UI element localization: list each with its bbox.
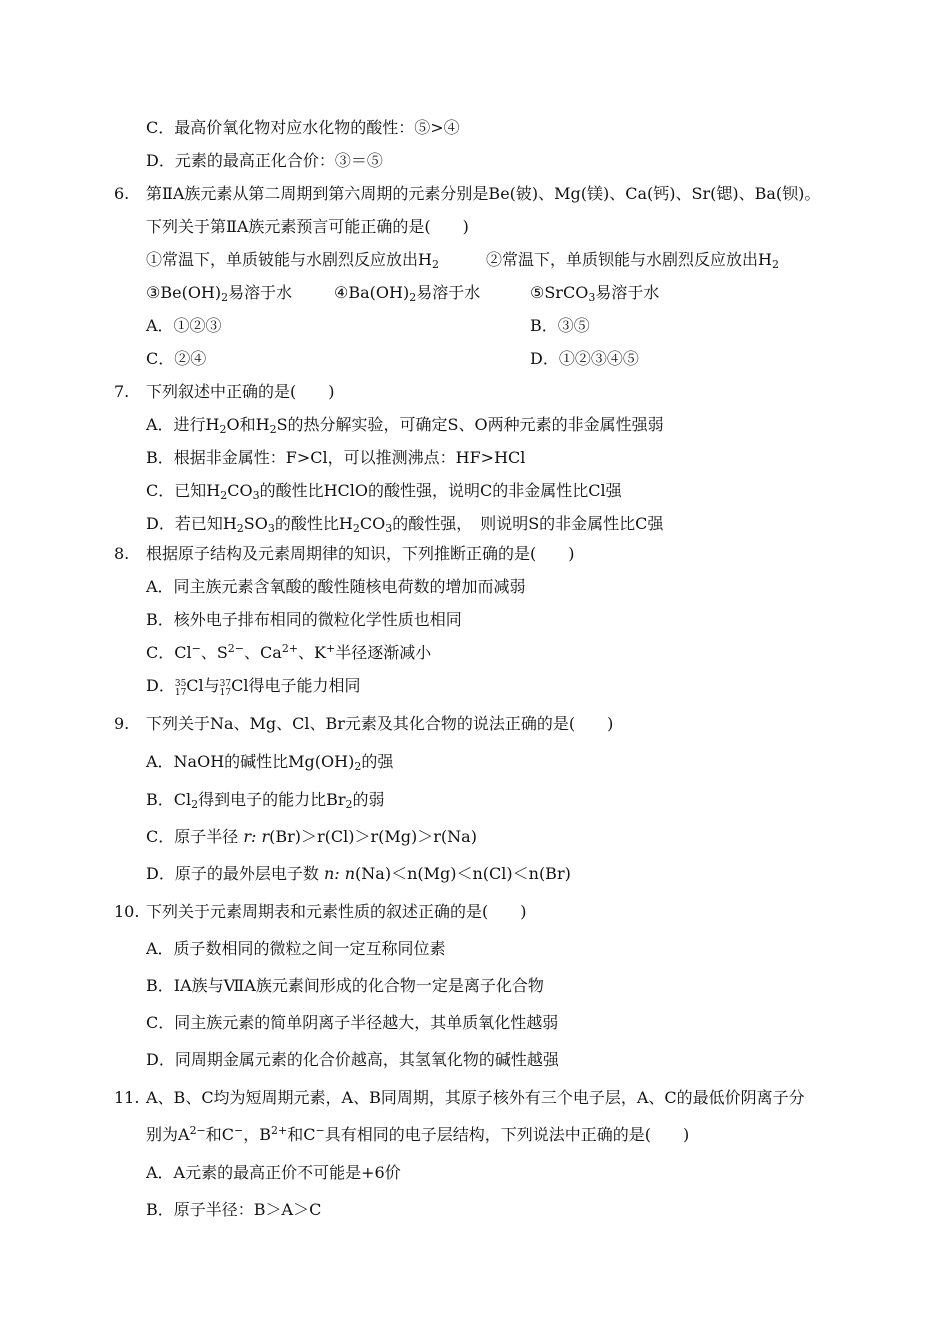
q9-number: 9. [114,714,130,733]
q6-statement-1: ①常温下，单质铍能与水剧烈反应放出$H_2$ [146,250,439,271]
q6-option-d: D．①②③④⑤ [530,349,639,368]
q11-number: 11. [114,1088,140,1107]
q7-option-d: D．若已知$H_2SO_3$的酸性比$H_2CO_3$的酸性强， 则说明S的非金属性比C强 [146,514,664,535]
q6-statement-5: ⑤SrCO$_3$易溶于水 [530,283,660,304]
isotope-label-35: 35 17 [174,679,187,698]
q8-option-a: A．同主族元素含氧酸的酸性随核电荷数的增加而减弱 [146,577,526,596]
q6-stem-line2: 下列关于第ⅡA族元素预言可能正确的是( ) [146,217,469,236]
q9-option-a: A．NaOH的碱性比$Mg(OH)_2$的强 [146,752,394,773]
q8-option-c: C．Cl−、$S^{2-}$、$Ca^{2+}$、K+半径逐渐减小 [146,642,432,662]
q6-statement-2: ②常温下，单质钡能与水剧烈反应放出$H_2$ [486,250,779,271]
q10-option-b: B．ⅠA族与ⅦA族元素间形成的化合物一定是离子化合物 [146,976,544,995]
q7-option-c: C．已知$H_2CO_3$的酸性比HClO的酸性强，说明C的非金属性比Cl强 [146,481,622,502]
q10-option-d: D．同周期金属元素的化合价越高，其氢氧化物的碱性越强 [146,1050,559,1069]
q9-stem: 下列关于Na、Mg、Cl、Br元素及其化合物的说法正确的是( ) [146,714,614,733]
q5-option-c: C．最高价氧化物对应水化物的酸性：⑤>④ [146,118,460,137]
q6-stem-line1: 第ⅡA族元素从第二周期到第六周期的元素分别是Be(铍)、Mg(镁)、Ca(钙)、Sr(锶)、Ba(钡)。 [146,184,821,203]
q7-option-a: A．进行$H_2O$和$H_2S$的热分解实验，可确定S、O两种元素的非金属性强弱 [146,415,664,436]
q6-option-b: B．③⑤ [530,316,590,335]
q11-stem-line2: 别为$A^{2-}$和C−，$B^{2+}$和C−具有相同的电子层结构，下列说法中正确的是( ) [146,1124,690,1144]
q11-stem-line1: A、B、C均为短周期元素，A、B同周期，其原子核外有三个电子层，A、C的最低价阴离子分 [146,1088,805,1107]
q10-stem: 下列关于元素周期表和元素性质的叙述正确的是( ) [146,902,527,921]
isotope-label-37: 37 17 [219,679,232,698]
q8-stem: 根据原子结构及元素周期律的知识，下列推断正确的是( ) [146,544,575,563]
q8-option-b: B．核外电子排布相同的微粒化学性质也相同 [146,610,462,629]
q6-option-c: C．②④ [146,349,207,368]
q8-option-d: D． 35 17 Cl与 37 17 Cl得电子能力相同 [146,676,361,698]
q6-option-a: A．①②③ [146,316,222,335]
q5-option-d: D．元素的最高正化合价：③＝⑤ [146,151,383,170]
q9-option-c: C．原子半径 r: r(Br)＞r(Cl)＞r(Mg)＞r(Na) [146,827,477,846]
q6-statement-4: $④Ba(OH)_2$易溶于水 [334,283,481,304]
q11-option-b: B．原子半径：B＞A＞C [146,1200,322,1219]
q6-statement-3: $③Be(OH)_2$易溶于水 [146,283,293,304]
q8-number: 8. [114,544,130,563]
q7-stem: 下列叙述中正确的是( ) [146,382,335,401]
q9-option-b: B．$Cl_2$得到电子的能力比$Br_2$的弱 [146,790,385,811]
q7-option-b: B．根据非金属性：F>Cl，可以推测沸点：HF>HCl [146,448,526,467]
q9-option-d: D．原子的最外层电子数 n: n(Na)＜n(Mg)＜n(Cl)＜n(Br) [146,864,571,883]
q10-number: 10. [114,902,140,921]
q11-option-a: A．A元素的最高正价不可能是+6价 [146,1163,401,1182]
q7-number: 7. [114,382,130,401]
q10-option-c: C．同主族元素的简单阴离子半径越大，其单质氧化性越弱 [146,1013,559,1032]
q10-option-a: A．质子数相同的微粒之间一定互称同位素 [146,939,446,958]
q6-number: 6. [114,184,130,203]
